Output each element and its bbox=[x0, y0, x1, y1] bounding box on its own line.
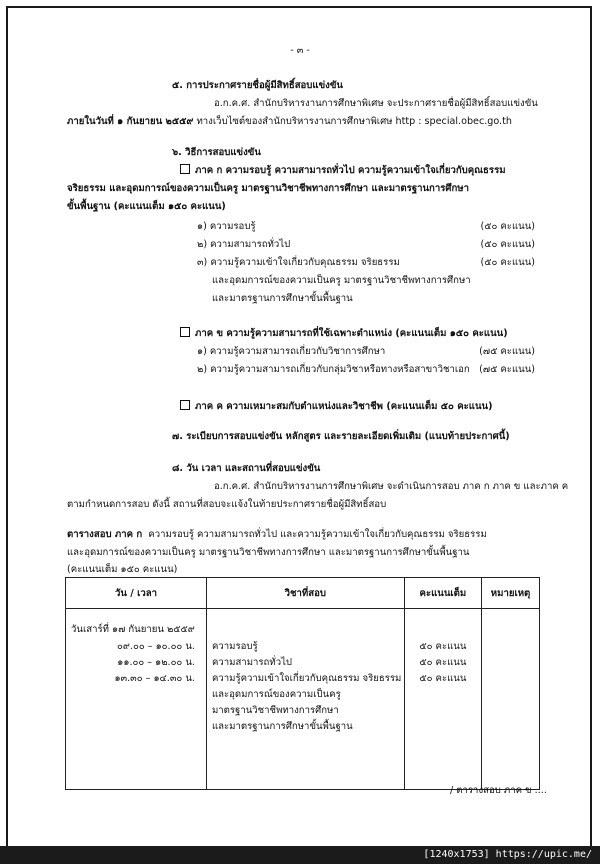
header-subject: วิชาที่สอบ bbox=[206, 578, 404, 609]
exam-time-1: ๐๙.๐๐ – ๑๐.๐๐ น. bbox=[117, 641, 195, 652]
image-size-footer: [1240x1753] https://upic.me/ bbox=[0, 846, 600, 864]
subject-3: ความรู้ความเข้าใจเกี่ยวกับคุณธรรม จริยธรรม bbox=[211, 673, 402, 684]
part-b-item-1-score: (๗๕ คะแนน) bbox=[479, 346, 535, 357]
section-8-heading: ๘. วัน เวลา และสถานที่สอบแข่งขัน bbox=[172, 463, 321, 474]
schedule-line3: (คะแนนเต็ม ๑๕๐ คะแนน) bbox=[67, 564, 178, 575]
subject-2: ความสามารถทั่วไป bbox=[211, 657, 292, 668]
cell-subject bbox=[206, 609, 404, 790]
schedule-table bbox=[65, 577, 540, 790]
part-a-item-1-score: (๕๐ คะแนน) bbox=[480, 221, 535, 232]
exam-date: วันเสาร์ที่ ๑๗ กันยายน ๒๕๕๙ bbox=[71, 624, 195, 635]
score-1: ๕๐ คะแนน bbox=[419, 641, 467, 652]
subject-3-cont2: มาตรฐานวิชาชีพทางการศึกษา bbox=[211, 705, 339, 716]
part-c-line1 bbox=[180, 400, 492, 413]
part-a-title: ภาค ก ความรอบรู้ ความสามารถทั่วไป ความรู้ความเข้าใจเกี่ยวกับคุณธรรม bbox=[195, 165, 506, 176]
part-b-line1 bbox=[180, 327, 508, 340]
section-5-line1: อ.ก.ค.ศ. สำนักบริหารงานการศึกษาพิเศษ จะประกาศรายชื่อผู้มีสิทธิ์สอบแข่งขัน bbox=[214, 98, 538, 109]
page-number: - ๓ - bbox=[290, 45, 310, 56]
score-2: ๕๐ คะแนน bbox=[419, 657, 467, 668]
part-a-line2: จริยธรรม และอุดมการณ์ของความเป็นครู มาตรฐานวิชาชีพทางการศึกษา และมาตรฐานการศึกษา bbox=[67, 183, 470, 194]
header-date: วัน / เวลา bbox=[66, 578, 207, 609]
header-score: คะแนนเต็ม bbox=[404, 578, 481, 609]
part-a-item-3-score: (๕๐ คะแนน) bbox=[480, 257, 535, 268]
cell-score bbox=[404, 609, 481, 790]
section-8-line1: อ.ก.ค.ศ. สำนักบริหารงานการศึกษาพิเศษ จะดำเนินการสอบ ภาค ก ภาค ข และภาค ค bbox=[214, 481, 569, 492]
part-b-item-1: ๑) ความรู้ความสามารถเกี่ยวกับวิชาการศึกษา bbox=[197, 346, 386, 357]
section-8-line2: ตามกำหนดการสอบ ดังนี้ สถานที่สอบจะแจ้งในท้ายประกาศรายชื่อผู้มีสิทธิ์สอบ bbox=[67, 499, 387, 510]
table-row bbox=[66, 609, 540, 790]
section-5-heading: ๕. การประกาศรายชื่อผู้มีสิทธิ์สอบแข่งขัน bbox=[172, 80, 343, 91]
section-7-heading: ๗. ระเบียบการสอบแข่งขัน หลักสูตร และรายละเอียดเพิ่มเติม (แนบท้ายประกาศนี้) bbox=[172, 431, 510, 442]
exam-time-2: ๑๑.๐๐ – ๑๒.๐๐ น. bbox=[117, 657, 195, 668]
part-a-line3: ขั้นพื้นฐาน (คะแนนเต็ม ๑๕๐ คะแนน) bbox=[67, 201, 226, 212]
checkbox-icon bbox=[180, 164, 190, 174]
schedule-title-rest: ความรอบรู้ ความสามารถทั่วไป และความรู้ความเข้าใจเกี่ยวกับคุณธรรม จริยธรรม bbox=[148, 529, 487, 540]
subject-3-cont1: และอุดมการณ์ของความเป็นครู bbox=[211, 689, 341, 700]
part-b-title: ภาค ข ความรู้ความสามารถที่ใช้เฉพาะตำแหน่ง (คะแนนเต็ม ๑๕๐ คะแนน) bbox=[195, 328, 508, 339]
cell-note bbox=[482, 609, 540, 790]
checkbox-icon bbox=[180, 400, 190, 410]
part-a-item-1: ๑) ความรอบรู้ bbox=[197, 221, 256, 232]
checkbox-icon bbox=[180, 327, 190, 337]
table-header-row bbox=[66, 578, 540, 609]
part-a-item-3-cont2: และมาตรฐานการศึกษาขั้นพื้นฐาน bbox=[212, 293, 353, 304]
subject-1: ความรอบรู้ bbox=[211, 641, 258, 652]
section-5-line2 bbox=[67, 115, 512, 128]
part-a-item-3: ๓) ความรู้ความเข้าใจเกี่ยวกับคุณธรรม จริยธรรม bbox=[197, 257, 400, 268]
section-6-heading: ๖. วิธีการสอบแข่งขัน bbox=[172, 147, 261, 158]
part-b-item-2: ๒) ความรู้ความสามารถเกี่ยวกับกลุ่มวิชาหรือทางหรือสาขาวิชาเอก bbox=[197, 364, 470, 375]
subject-3-cont3: และมาตรฐานการศึกษาขั้นพื้นฐาน bbox=[211, 721, 353, 732]
part-c-title: ภาค ค ความเหมาะสมกับตำแหน่งและวิชาชีพ (คะแนนเต็ม ๕๐ คะแนน) bbox=[195, 401, 493, 412]
announce-date: ภายในวันที่ ๑ กันยายน ๒๕๕๙ bbox=[67, 116, 194, 127]
part-b-item-2-score: (๗๕ คะแนน) bbox=[479, 364, 535, 375]
score-3: ๕๐ คะแนน bbox=[419, 673, 467, 684]
schedule-title bbox=[67, 528, 487, 541]
schedule-line2: และอุดมการณ์ของความเป็นครู มาตรฐานวิชาชีพทางการศึกษา และมาตรฐานการศึกษาขั้นพื้นฐาน bbox=[67, 547, 470, 558]
part-a-line1 bbox=[180, 164, 506, 177]
part-a-item-2: ๒) ความสามารถทั่วไป bbox=[197, 239, 291, 250]
continuation-note: / ตารางสอบ ภาค ข .... bbox=[450, 785, 547, 796]
part-a-item-3-cont1: และอุดมการณ์ของความเป็นครู มาตรฐานวิชาชีพทางการศึกษา bbox=[212, 275, 471, 286]
cell-date bbox=[66, 609, 207, 790]
part-a-item-2-score: (๕๐ คะแนน) bbox=[480, 239, 535, 250]
announce-website: ทางเว็บไซต์ของสำนักบริหารงานการศึกษาพิเศษ http : special.obec.go.th bbox=[193, 116, 512, 127]
header-note: หมายเหตุ bbox=[482, 578, 540, 609]
exam-time-3: ๑๓.๓๐ – ๑๔.๓๐ น. bbox=[114, 673, 195, 684]
schedule-title-bold: ตารางสอบ ภาค ก bbox=[67, 529, 143, 540]
